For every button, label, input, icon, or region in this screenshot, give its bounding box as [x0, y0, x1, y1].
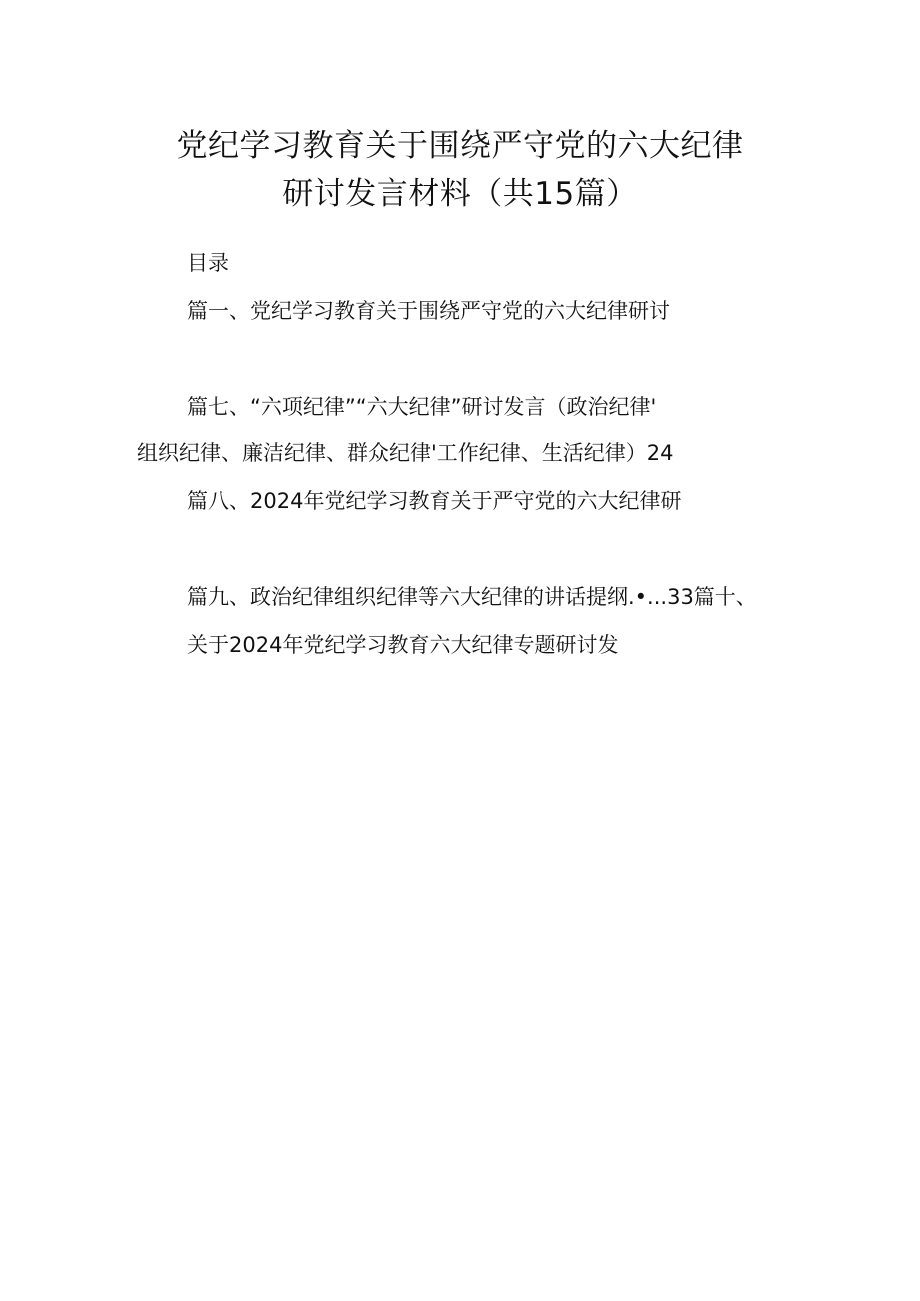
toc-entry-3: 篇八、2024年党纪学习教育关于严守党的六大纪律研 [187, 489, 682, 513]
toc-heading: 目录 [187, 251, 229, 275]
document-title-line-1: 党纪学习教育关于围绕严守党的六大纪律 [176, 128, 744, 164]
toc-entry-2-continued: 组织纪律、廉洁纪律、群众纪律'工作纪律、生活纪律）24 [137, 441, 674, 465]
toc-entry-2: 篇七、“六项纪律”“六大纪律”研讨发言（政治纪律' [187, 395, 657, 419]
toc-entry-1: 篇一、党纪学习教育关于围绕严守党的六大纪律研讨 [187, 299, 670, 323]
document-title-line-2: 研讨发言材料（共15篇） [282, 176, 638, 212]
toc-entry-4: 篇九、政治纪律组织纪律等六大纪律的讲话提纲.•...33篇十、 [187, 585, 757, 609]
toc-entry-5: 关于2024年党纪学习教育六大纪律专题研讨发 [187, 633, 619, 657]
